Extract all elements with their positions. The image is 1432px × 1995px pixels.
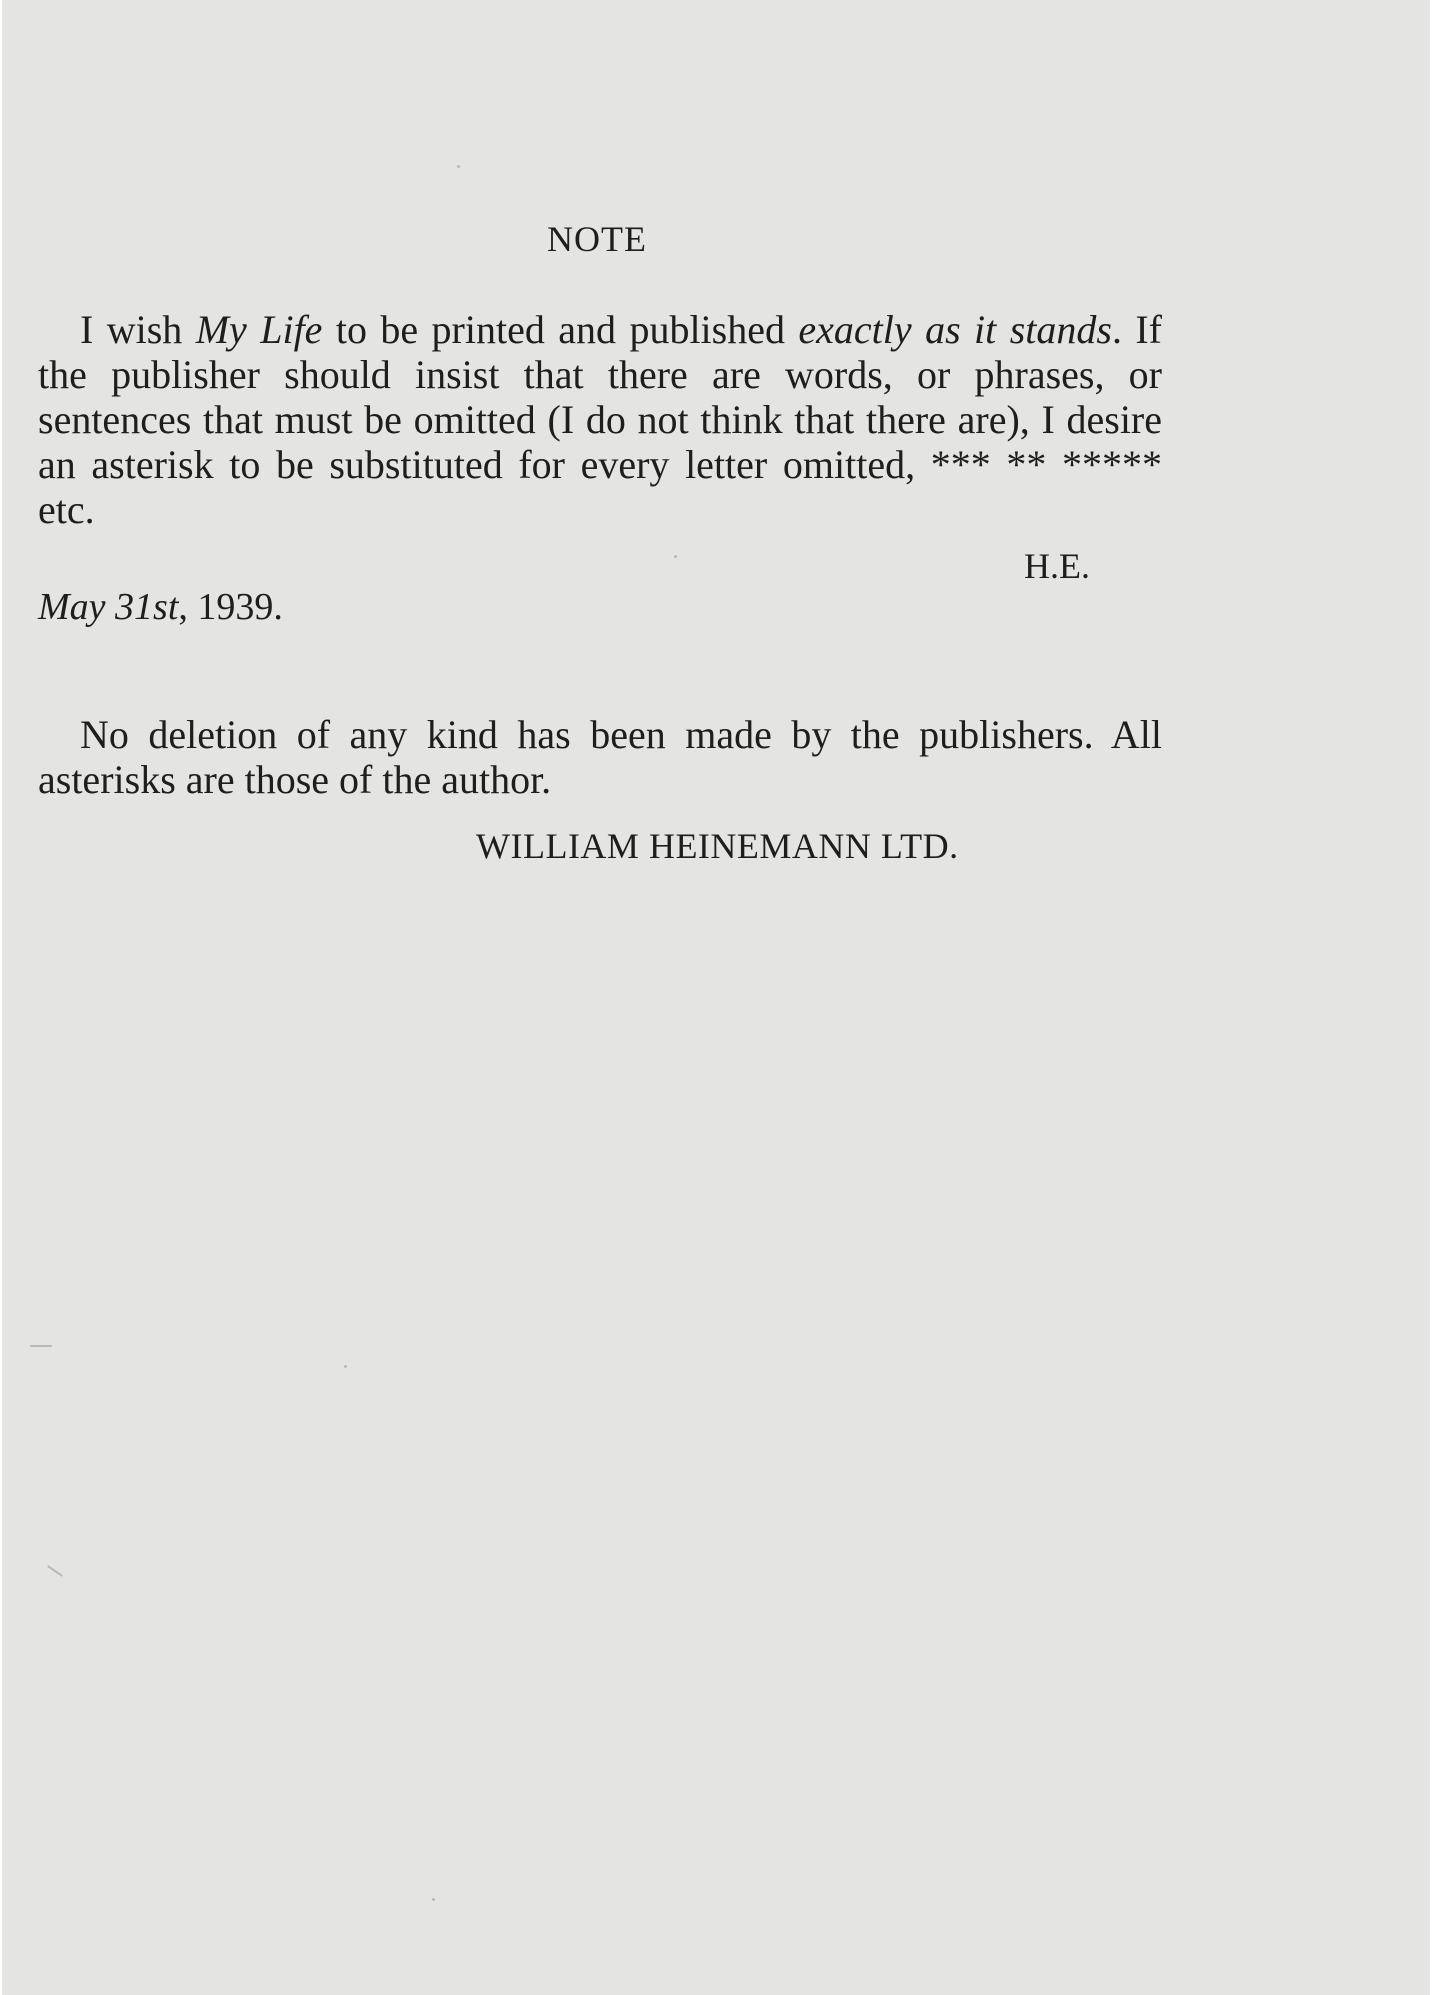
book-title: My Life xyxy=(195,307,323,352)
paper-speck xyxy=(47,1565,63,1577)
note-heading: NOTE xyxy=(547,219,647,259)
note-emphasis: exactly as it stands xyxy=(798,307,1112,352)
note-date xyxy=(38,585,283,629)
note-text-part-3: . If the publisher should insist that there are words, or phrases, or sentences that must be omitted (I do not think that there are), I desire an asterisk to be substituted for every letter omitted, *** ** ***** etc. xyxy=(38,307,1162,532)
author-initials: H.E. xyxy=(1024,546,1090,586)
date-year: , 1939. xyxy=(178,586,283,628)
note-paragraph xyxy=(38,307,1162,532)
date-month-day: May 31 xyxy=(38,586,154,628)
paper-speck xyxy=(344,1365,347,1368)
book-page xyxy=(2,0,1430,1995)
publisher-note xyxy=(38,712,1162,802)
publisher-statement: No deletion of any kind has been made by the publishers. All asterisks are those of the author. xyxy=(38,712,1162,802)
note-text-part-1: I wish xyxy=(80,307,196,352)
paper-speck xyxy=(432,1898,435,1901)
paper-speck xyxy=(457,165,460,168)
note-text-part-2: to be printed and published xyxy=(322,307,799,352)
paper-speck xyxy=(674,555,677,558)
paper-speck xyxy=(30,1345,52,1347)
publisher-signature: WILLIAM HEINEMANN LTD. xyxy=(476,826,959,866)
date-suffix: st xyxy=(153,586,179,628)
note-body xyxy=(38,307,1162,532)
